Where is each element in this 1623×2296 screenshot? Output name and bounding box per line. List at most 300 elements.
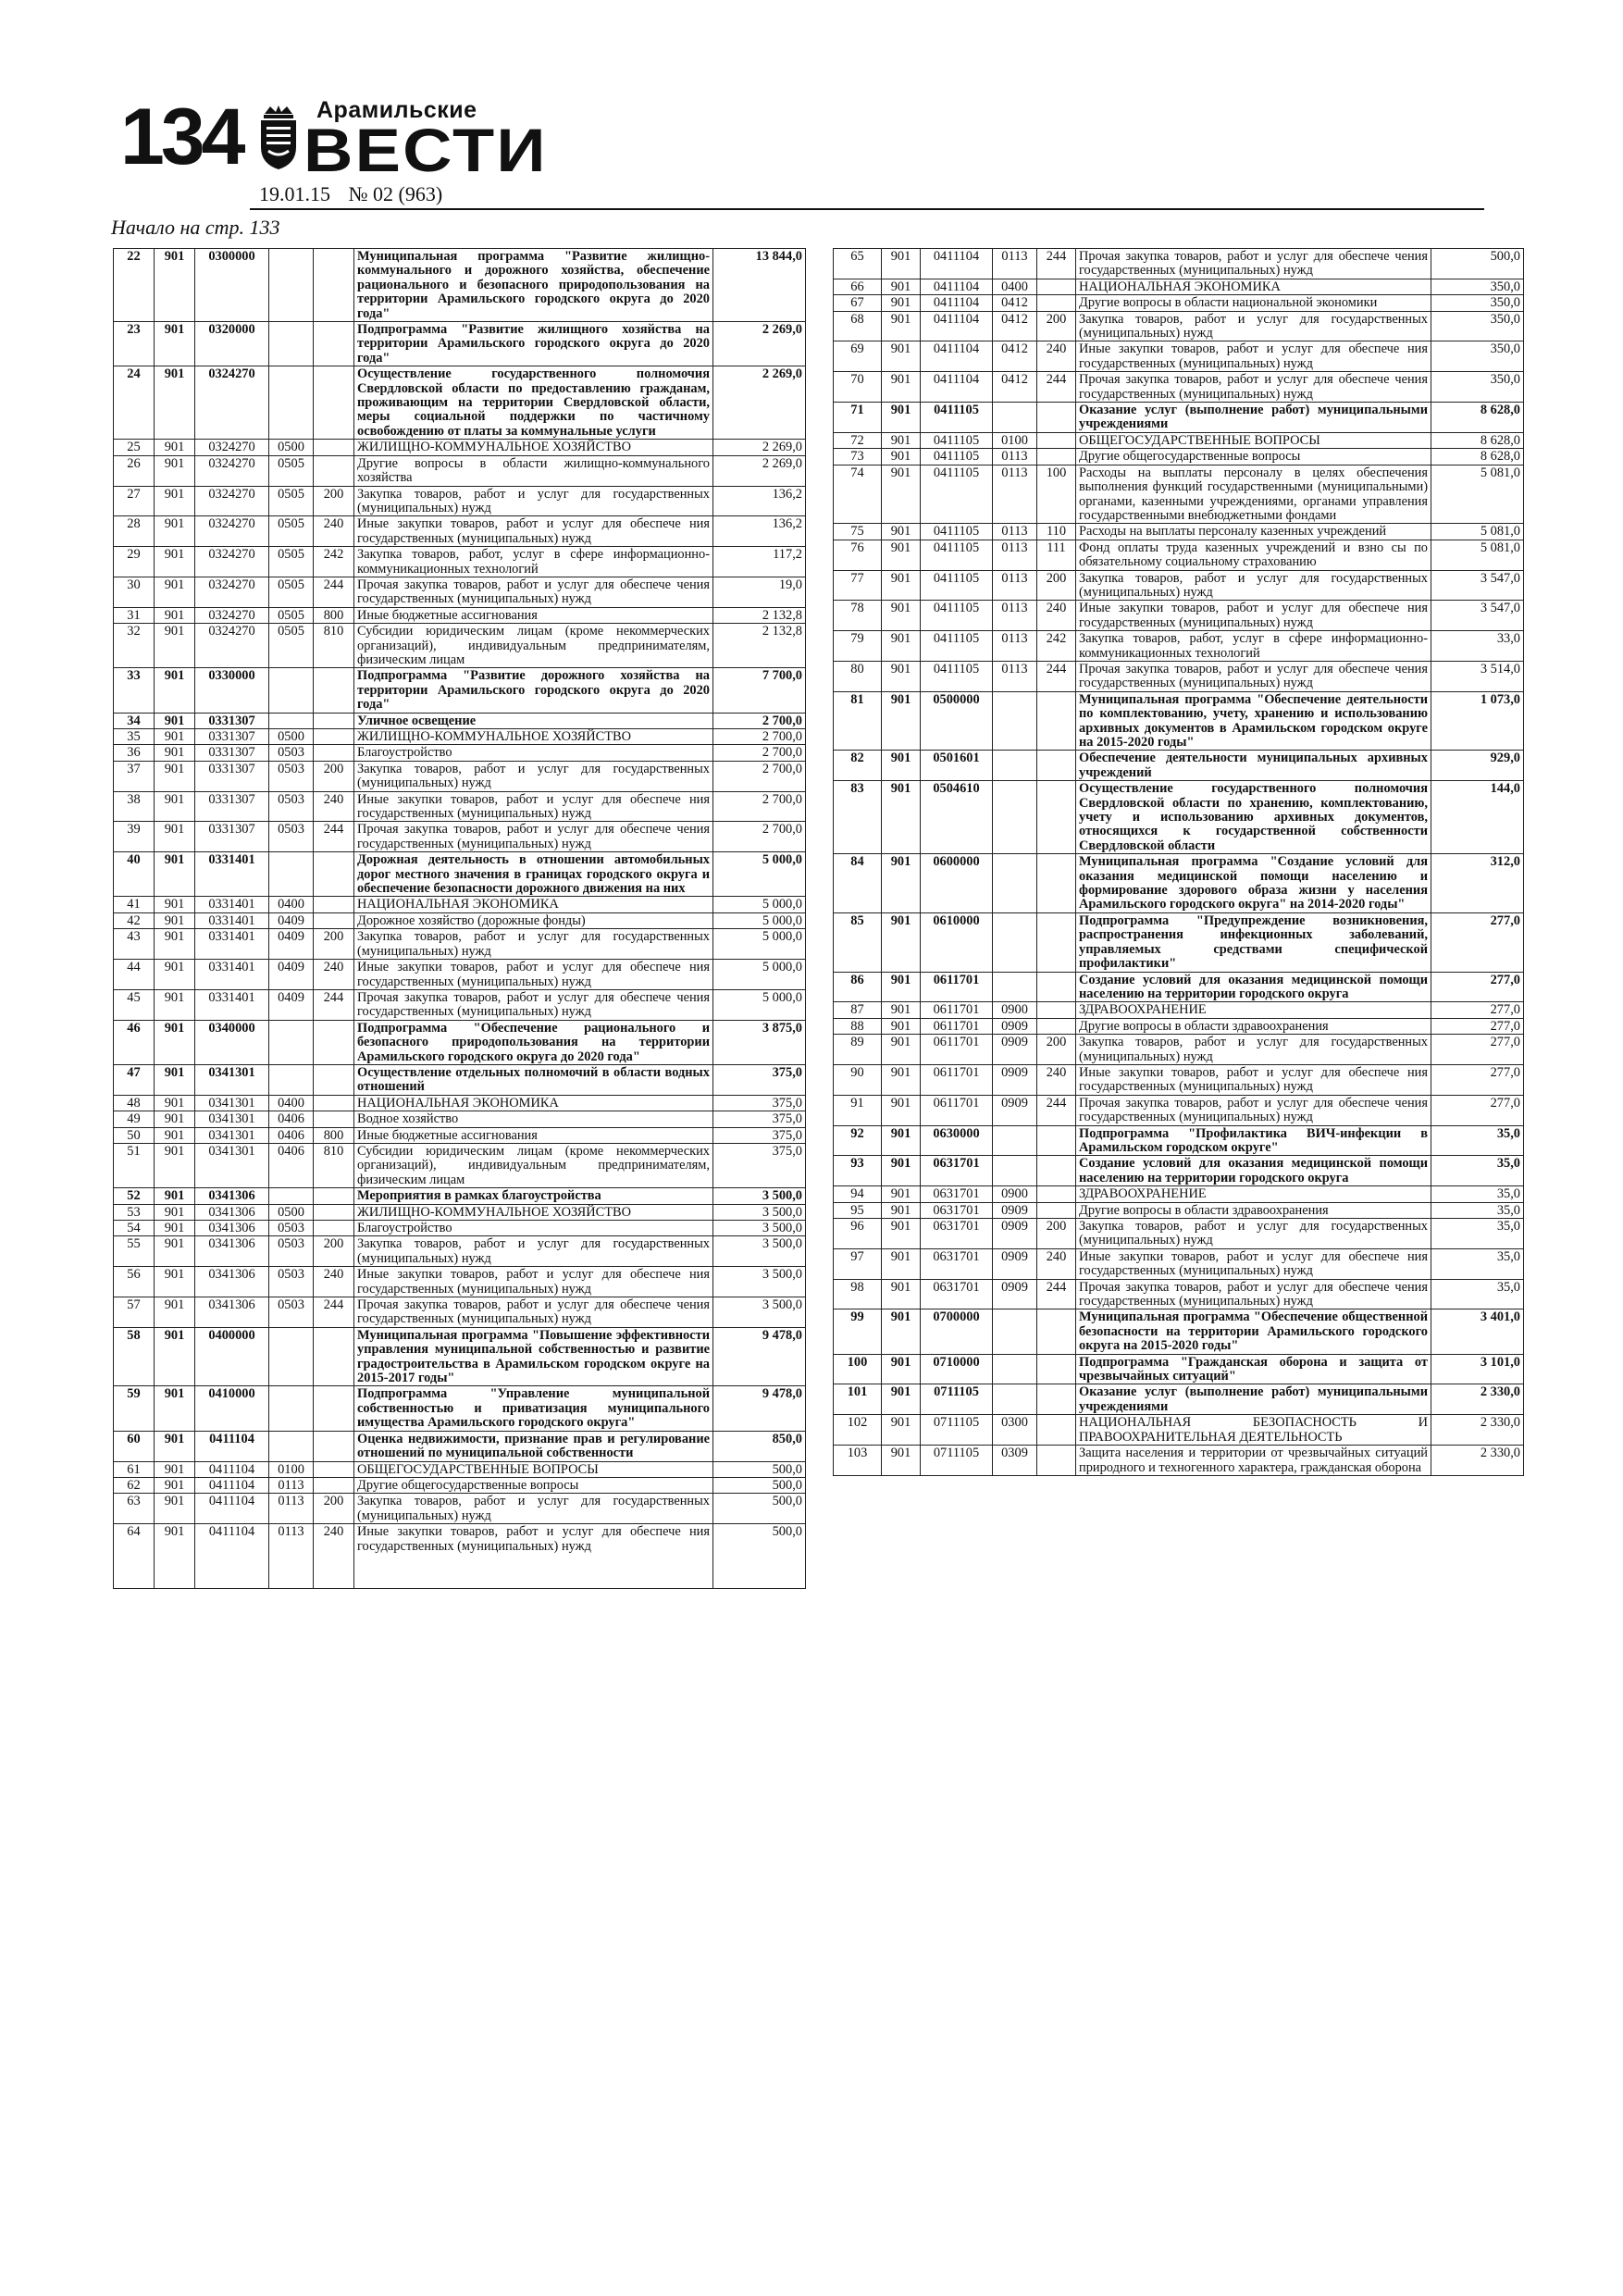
amount: 3 101,0 — [1431, 1354, 1524, 1384]
expense-type-code — [1037, 972, 1076, 1002]
row-number: 48 — [114, 1095, 155, 1111]
row-number: 87 — [834, 1002, 882, 1018]
target-article-code: 0324270 — [195, 455, 269, 486]
expense-type-code — [1037, 1018, 1076, 1034]
table-row — [834, 631, 1524, 662]
expense-name: Иные закупки товаров, работ и услуг для обеспече ния государственных (муниципальных) нужд — [354, 1267, 713, 1297]
expense-name: Расходы на выплаты персоналу в целях обеспечения выполнения функций государственными (муниципальными) органами, казенными учреждениями, органами управления государственными внебюджетными фондами — [1076, 465, 1431, 524]
expense-type-code — [314, 1386, 354, 1431]
expense-name: Муниципальная программа "Создание условий для оказания медицинской помощи населению и формирование здорового образа жизни у населения Арамильского городского округа" на 2014-2020 годы" — [1076, 854, 1431, 913]
target-article-code: 0341301 — [195, 1143, 269, 1187]
amount: 277,0 — [1431, 1095, 1524, 1125]
table-row — [114, 960, 806, 990]
table-row — [114, 1204, 806, 1220]
amount: 277,0 — [1431, 1018, 1524, 1034]
expense-name: Иные бюджетные ассигнования — [354, 1127, 713, 1143]
section-code: 0113 — [993, 601, 1037, 631]
expense-name: ЖИЛИЩНО-КОММУНАЛЬНОЕ ХОЗЯЙСТВО — [354, 440, 713, 455]
issue-info — [259, 182, 455, 206]
target-article-code: 0611701 — [921, 1018, 993, 1034]
target-article-code: 0500000 — [921, 691, 993, 751]
expense-type-code — [314, 1111, 354, 1127]
expense-name: Субсидии юридическим лицам (кроме некоммерческих организаций), индивидуальным предпринимателям, физическим лицам — [354, 624, 713, 668]
target-article-code: 0341301 — [195, 1064, 269, 1095]
target-article-code: 0611701 — [921, 1035, 993, 1065]
target-article-code: 0411104 — [195, 1524, 269, 1589]
grbs-code: 901 — [882, 540, 921, 570]
amount: 2 700,0 — [713, 791, 806, 822]
table-row — [834, 540, 1524, 570]
grbs-code: 901 — [155, 1221, 195, 1236]
expense-name: Подпрограмма "Обеспечение рационального и безопасного природопользования на территории Арамильского городского округа до 2020 года" — [354, 1020, 713, 1064]
expense-type-code — [1037, 781, 1076, 854]
expense-type-code: 240 — [314, 960, 354, 990]
target-article-code: 0711105 — [921, 1415, 993, 1446]
amount: 9 478,0 — [713, 1386, 806, 1431]
table-row — [114, 1477, 806, 1493]
row-number: 99 — [834, 1309, 882, 1354]
section-code: 0409 — [269, 929, 314, 960]
expense-type-code: 244 — [314, 822, 354, 852]
amount: 375,0 — [713, 1111, 806, 1127]
row-number: 44 — [114, 960, 155, 990]
section-code: 0500 — [269, 1204, 314, 1220]
target-article-code: 0324270 — [195, 516, 269, 547]
target-article-code: 0411105 — [921, 524, 993, 540]
grbs-code: 901 — [155, 516, 195, 547]
amount: 5 081,0 — [1431, 524, 1524, 540]
grbs-code: 901 — [882, 972, 921, 1002]
table-row — [834, 1018, 1524, 1034]
section-code: 0412 — [993, 295, 1037, 311]
row-number: 56 — [114, 1267, 155, 1297]
table-row — [834, 311, 1524, 341]
target-article-code: 0331307 — [195, 822, 269, 852]
amount: 3 875,0 — [713, 1020, 806, 1064]
section-code — [993, 751, 1037, 781]
row-number: 65 — [834, 249, 882, 279]
row-number: 58 — [114, 1327, 155, 1386]
expense-type-code — [314, 1064, 354, 1095]
expense-type-code — [314, 1477, 354, 1493]
target-article-code: 0611701 — [921, 1002, 993, 1018]
row-number: 80 — [834, 661, 882, 691]
target-article-code: 0331307 — [195, 745, 269, 761]
grbs-code: 901 — [882, 1446, 921, 1476]
expense-type-code — [1037, 1354, 1076, 1384]
table-row — [834, 524, 1524, 540]
grbs-code: 901 — [882, 1156, 921, 1186]
expense-name: Создание условий для оказания медицинской помощи населению на территории городского округа — [1076, 1156, 1431, 1186]
expense-name: Оказание услуг (выполнение работ) муниципальными учреждениями — [1076, 1384, 1431, 1415]
grbs-code: 901 — [155, 322, 195, 366]
grbs-code: 901 — [882, 1002, 921, 1018]
amount: 5 081,0 — [1431, 540, 1524, 570]
amount: 2 330,0 — [1431, 1384, 1524, 1415]
table-row — [114, 1188, 806, 1204]
target-article-code: 0400000 — [195, 1327, 269, 1386]
table-row — [114, 486, 806, 516]
grbs-code: 901 — [155, 1386, 195, 1431]
expense-name: Фонд оплаты труда казенных учреждений и взно сы по обязательному социальному страхованию — [1076, 540, 1431, 570]
table-row — [834, 1279, 1524, 1309]
expense-type-code: 240 — [314, 1267, 354, 1297]
amount: 5 000,0 — [713, 912, 806, 928]
target-article-code: 0711105 — [921, 1384, 993, 1415]
grbs-code: 901 — [155, 577, 195, 607]
expense-type-code — [314, 1431, 354, 1461]
table-row — [114, 912, 806, 928]
target-article-code: 0411104 — [921, 279, 993, 294]
row-number: 64 — [114, 1524, 155, 1589]
amount: 2 700,0 — [713, 713, 806, 728]
grbs-code: 901 — [155, 1267, 195, 1297]
expense-type-code — [1037, 1202, 1076, 1218]
grbs-code: 901 — [155, 1461, 195, 1477]
table-row — [114, 1327, 806, 1386]
section-code: 0500 — [269, 440, 314, 455]
target-article-code: 0331307 — [195, 791, 269, 822]
expense-name: ЖИЛИЩНО-КОММУНАЛЬНОЕ ХОЗЯЙСТВО — [354, 1204, 713, 1220]
expense-name: Оказание услуг (выполнение работ) муниципальными учреждениями — [1076, 403, 1431, 433]
target-article-code: 0320000 — [195, 322, 269, 366]
expense-name: Иные закупки товаров, работ и услуг для обеспече ния государственных (муниципальных) нужд — [354, 516, 713, 547]
row-number: 69 — [834, 341, 882, 372]
row-number: 62 — [114, 1477, 155, 1493]
expense-name: Закупка товаров, работ и услуг для государственных (муниципальных) нужд — [1076, 1035, 1431, 1065]
row-number: 70 — [834, 372, 882, 403]
section-code — [269, 852, 314, 897]
section-code: 0113 — [993, 540, 1037, 570]
table-row — [834, 912, 1524, 972]
grbs-code: 901 — [155, 1204, 195, 1220]
amount: 35,0 — [1431, 1125, 1524, 1156]
table-row — [114, 989, 806, 1020]
grbs-code: 901 — [882, 249, 921, 279]
table-row — [114, 1143, 806, 1187]
table-row — [114, 1267, 806, 1297]
expense-type-code: 244 — [1037, 249, 1076, 279]
grbs-code: 901 — [155, 822, 195, 852]
amount: 3 500,0 — [713, 1267, 806, 1297]
row-number: 24 — [114, 366, 155, 440]
expense-type-code — [314, 440, 354, 455]
target-article-code: 0411104 — [195, 1477, 269, 1493]
amount: 9 478,0 — [713, 1327, 806, 1386]
expense-name: Обеспечение деятельности муниципальных архивных учреждений — [1076, 751, 1431, 781]
row-number: 93 — [834, 1156, 882, 1186]
page-number: 134 — [120, 93, 242, 181]
section-code: 0100 — [269, 1461, 314, 1477]
grbs-code: 901 — [882, 524, 921, 540]
table-row — [834, 1384, 1524, 1415]
expense-type-code — [314, 1221, 354, 1236]
target-article-code: 0411104 — [921, 249, 993, 279]
grbs-code: 901 — [155, 1020, 195, 1064]
amount: 5 081,0 — [1431, 465, 1524, 524]
amount: 2 269,0 — [713, 322, 806, 366]
expense-type-code — [1037, 1186, 1076, 1202]
table-row — [114, 366, 806, 440]
target-article-code: 0331307 — [195, 761, 269, 791]
row-number: 92 — [834, 1125, 882, 1156]
grbs-code: 901 — [882, 1415, 921, 1446]
row-number: 36 — [114, 745, 155, 761]
target-article-code: 0610000 — [921, 912, 993, 972]
grbs-code: 901 — [155, 1431, 195, 1461]
target-article-code: 0411104 — [921, 295, 993, 311]
grbs-code: 901 — [882, 311, 921, 341]
amount: 375,0 — [713, 1095, 806, 1111]
budget-table-left — [113, 248, 806, 1589]
amount: 929,0 — [1431, 751, 1524, 781]
expense-name: Прочая закупка товаров, работ и услуг для обеспече чения государственных (муниципальных) нужд — [1076, 249, 1431, 279]
grbs-code: 901 — [882, 341, 921, 372]
amount: 2 269,0 — [713, 455, 806, 486]
newspaper-title-main: ВЕСТИ — [304, 116, 548, 184]
expense-name: Благоустройство — [354, 745, 713, 761]
row-number: 63 — [114, 1494, 155, 1524]
amount: 277,0 — [1431, 972, 1524, 1002]
row-number: 94 — [834, 1186, 882, 1202]
grbs-code: 901 — [882, 1035, 921, 1065]
row-number: 34 — [114, 713, 155, 728]
section-code — [269, 1327, 314, 1386]
grbs-code: 901 — [882, 601, 921, 631]
section-code — [993, 1354, 1037, 1384]
section-code: 0412 — [993, 311, 1037, 341]
expense-name: Иные бюджетные ассигнования — [354, 607, 713, 623]
expense-name: Другие общегосударственные вопросы — [1076, 449, 1431, 465]
amount: 7 700,0 — [713, 668, 806, 713]
expense-type-code — [314, 745, 354, 761]
grbs-code: 901 — [882, 781, 921, 854]
amount: 136,2 — [713, 486, 806, 516]
grbs-code: 901 — [882, 661, 921, 691]
row-number: 102 — [834, 1415, 882, 1446]
row-number: 22 — [114, 249, 155, 322]
expense-name: Мероприятия в рамках благоустройства — [354, 1188, 713, 1204]
section-code: 0409 — [269, 989, 314, 1020]
expense-type-code — [314, 1188, 354, 1204]
expense-type-code — [314, 897, 354, 912]
section-code: 0412 — [993, 341, 1037, 372]
table-row — [114, 929, 806, 960]
amount: 2 700,0 — [713, 822, 806, 852]
expense-type-code — [1037, 1309, 1076, 1354]
target-article-code: 0711105 — [921, 1446, 993, 1476]
target-article-code: 0341306 — [195, 1221, 269, 1236]
expense-name: Подпрограмма "Развитие жилищного хозяйства на территории Арамильского городского округа до 2020 года" — [354, 322, 713, 366]
expense-type-code — [314, 1020, 354, 1064]
section-code — [993, 781, 1037, 854]
row-number: 73 — [834, 449, 882, 465]
target-article-code: 0411104 — [195, 1494, 269, 1524]
table-row — [834, 1035, 1524, 1065]
expense-name: Осуществление отдельных полномочий в области водных отношений — [354, 1064, 713, 1095]
grbs-code: 901 — [155, 1524, 195, 1589]
grbs-code: 901 — [155, 729, 195, 745]
expense-type-code — [1037, 403, 1076, 433]
expense-name: Прочая закупка товаров, работ и услуг для обеспече чения государственных (муниципальных) нужд — [1076, 1095, 1431, 1125]
expense-name: Подпрограмма "Профилактика ВИЧ-инфекции в Арамильском городском округе" — [1076, 1125, 1431, 1156]
expense-type-code: 244 — [314, 989, 354, 1020]
expense-type-code: 200 — [1037, 570, 1076, 601]
row-number: 85 — [834, 912, 882, 972]
grbs-code: 901 — [155, 668, 195, 713]
amount: 277,0 — [1431, 1002, 1524, 1018]
grbs-code: 901 — [882, 1186, 921, 1202]
section-code: 0113 — [269, 1477, 314, 1493]
table-row — [114, 1221, 806, 1236]
grbs-code: 901 — [882, 1279, 921, 1309]
expense-type-code — [314, 1461, 354, 1477]
row-number: 97 — [834, 1248, 882, 1279]
amount: 3 500,0 — [713, 1221, 806, 1236]
target-article-code: 0341306 — [195, 1267, 269, 1297]
expense-type-code: 200 — [314, 929, 354, 960]
target-article-code: 0341306 — [195, 1236, 269, 1267]
row-number: 57 — [114, 1297, 155, 1328]
section-code: 0503 — [269, 1297, 314, 1328]
grbs-code: 901 — [882, 1309, 921, 1354]
expense-name: ОБЩЕГОСУДАРСТВЕННЫЕ ВОПРОСЫ — [354, 1461, 713, 1477]
amount: 277,0 — [1431, 1035, 1524, 1065]
grbs-code: 901 — [882, 1219, 921, 1249]
row-number: 33 — [114, 668, 155, 713]
row-number: 59 — [114, 1386, 155, 1431]
grbs-code: 901 — [882, 432, 921, 448]
row-number: 77 — [834, 570, 882, 601]
grbs-code: 901 — [882, 1202, 921, 1218]
grbs-code: 901 — [155, 547, 195, 577]
expense-name: Создание условий для оказания медицинской помощи населению на территории городского округа — [1076, 972, 1431, 1002]
expense-name: Закупка товаров, работ и услуг для государственных (муниципальных) нужд — [354, 1236, 713, 1267]
target-article-code: 0700000 — [921, 1309, 993, 1354]
expense-type-code: 242 — [314, 547, 354, 577]
table-row — [834, 601, 1524, 631]
expense-type-code — [1037, 295, 1076, 311]
row-number: 66 — [834, 279, 882, 294]
expense-type-code: 240 — [1037, 1248, 1076, 1279]
expense-name: Муниципальная программа "Обеспечение общественной безопасности на территории Арамильского городского округа на 2015-2020 годы" — [1076, 1309, 1431, 1354]
expense-type-code: 110 — [1037, 524, 1076, 540]
table-row — [114, 1461, 806, 1477]
expense-name: Муниципальная программа "Повышение эффективности управления муниципальной собственностью и развитие градостроительства в Арамильском городском округе на 2015-2017 годы" — [354, 1327, 713, 1386]
expense-type-code: 200 — [1037, 1035, 1076, 1065]
expense-type-code — [314, 366, 354, 440]
amount: 375,0 — [713, 1143, 806, 1187]
row-number: 28 — [114, 516, 155, 547]
amount: 350,0 — [1431, 372, 1524, 403]
section-code: 0503 — [269, 1267, 314, 1297]
expense-type-code: 240 — [314, 791, 354, 822]
expense-type-code — [314, 455, 354, 486]
section-code: 0400 — [269, 897, 314, 912]
grbs-code: 901 — [155, 607, 195, 623]
row-number: 84 — [834, 854, 882, 913]
table-row — [114, 455, 806, 486]
target-article-code: 0324270 — [195, 624, 269, 668]
table-row — [114, 729, 806, 745]
expense-type-code: 244 — [314, 1297, 354, 1328]
table-row — [114, 852, 806, 897]
row-number: 42 — [114, 912, 155, 928]
expense-name: Прочая закупка товаров, работ и услуг для обеспече чения государственных (муниципальных) нужд — [354, 1297, 713, 1328]
amount: 136,2 — [713, 516, 806, 547]
table-row — [114, 624, 806, 668]
expense-type-code — [314, 912, 354, 928]
section-code: 0503 — [269, 761, 314, 791]
expense-name: Иные закупки товаров, работ и услуг для обеспече ния государственных (муниципальных) нужд — [1076, 601, 1431, 631]
expense-name: Иные закупки товаров, работ и услуг для обеспече ния государственных (муниципальных) нужд — [354, 791, 713, 822]
amount: 3 500,0 — [713, 1204, 806, 1220]
issue-date: 19.01.15 — [259, 182, 330, 205]
target-article-code: 0411105 — [921, 570, 993, 601]
amount: 19,0 — [713, 577, 806, 607]
target-article-code: 0631701 — [921, 1186, 993, 1202]
grbs-code: 901 — [882, 1248, 921, 1279]
expense-name: Закупка товаров, работ и услуг для государственных (муниципальных) нужд — [354, 929, 713, 960]
section-code: 0505 — [269, 624, 314, 668]
section-code: 0909 — [993, 1279, 1037, 1309]
target-article-code: 0611701 — [921, 1095, 993, 1125]
row-number: 79 — [834, 631, 882, 662]
amount: 2 330,0 — [1431, 1415, 1524, 1446]
expense-type-code — [314, 322, 354, 366]
expense-name: Иные закупки товаров, работ и услуг для обеспече ния государственных (муниципальных) нужд — [1076, 1064, 1431, 1095]
table-row — [114, 547, 806, 577]
amount: 3 514,0 — [1431, 661, 1524, 691]
expense-name: Иные закупки товаров, работ и услуг для обеспече ния государственных (муниципальных) нужд — [354, 960, 713, 990]
target-article-code: 0600000 — [921, 854, 993, 913]
amount: 5 000,0 — [713, 852, 806, 897]
table-row — [834, 279, 1524, 294]
grbs-code: 901 — [882, 912, 921, 972]
amount: 117,2 — [713, 547, 806, 577]
table-row — [834, 1202, 1524, 1218]
section-code — [993, 1125, 1037, 1156]
table-row — [834, 403, 1524, 433]
amount: 33,0 — [1431, 631, 1524, 662]
table-row — [114, 1431, 806, 1461]
expense-name: Прочая закупка товаров, работ и услуг для обеспече чения государственных (муниципальных) нужд — [1076, 372, 1431, 403]
section-code — [269, 322, 314, 366]
amount: 35,0 — [1431, 1248, 1524, 1279]
target-article-code: 0611701 — [921, 972, 993, 1002]
section-code: 0909 — [993, 1095, 1037, 1125]
expense-type-code — [1037, 751, 1076, 781]
row-number: 61 — [114, 1461, 155, 1477]
grbs-code: 901 — [882, 1125, 921, 1156]
expense-name: Иные закупки товаров, работ и услуг для обеспече ния государственных (муниципальных) нужд — [354, 1524, 713, 1589]
amount: 35,0 — [1431, 1186, 1524, 1202]
row-number: 67 — [834, 295, 882, 311]
expense-name: Прочая закупка товаров, работ и услуг для обеспече чения государственных (муниципальных) нужд — [1076, 1279, 1431, 1309]
expense-type-code: 810 — [314, 1143, 354, 1187]
section-code: 0113 — [993, 570, 1037, 601]
expense-name: Осуществление государственного полномочия Свердловской области по предоставлению гражданам, проживающим на территории Свердловской области, меры социальной поддержки по частичному освобождению от платы за коммунальные услуги — [354, 366, 713, 440]
section-code: 0505 — [269, 486, 314, 516]
amount: 5 000,0 — [713, 960, 806, 990]
target-article-code: 0324270 — [195, 547, 269, 577]
expense-name: Закупка товаров, работ и услуг для государственных (муниципальных) нужд — [354, 761, 713, 791]
section-code: 0113 — [269, 1524, 314, 1589]
expense-type-code: 200 — [314, 486, 354, 516]
row-number: 40 — [114, 852, 155, 897]
section-code: 0400 — [993, 279, 1037, 294]
table-row — [834, 1095, 1524, 1125]
